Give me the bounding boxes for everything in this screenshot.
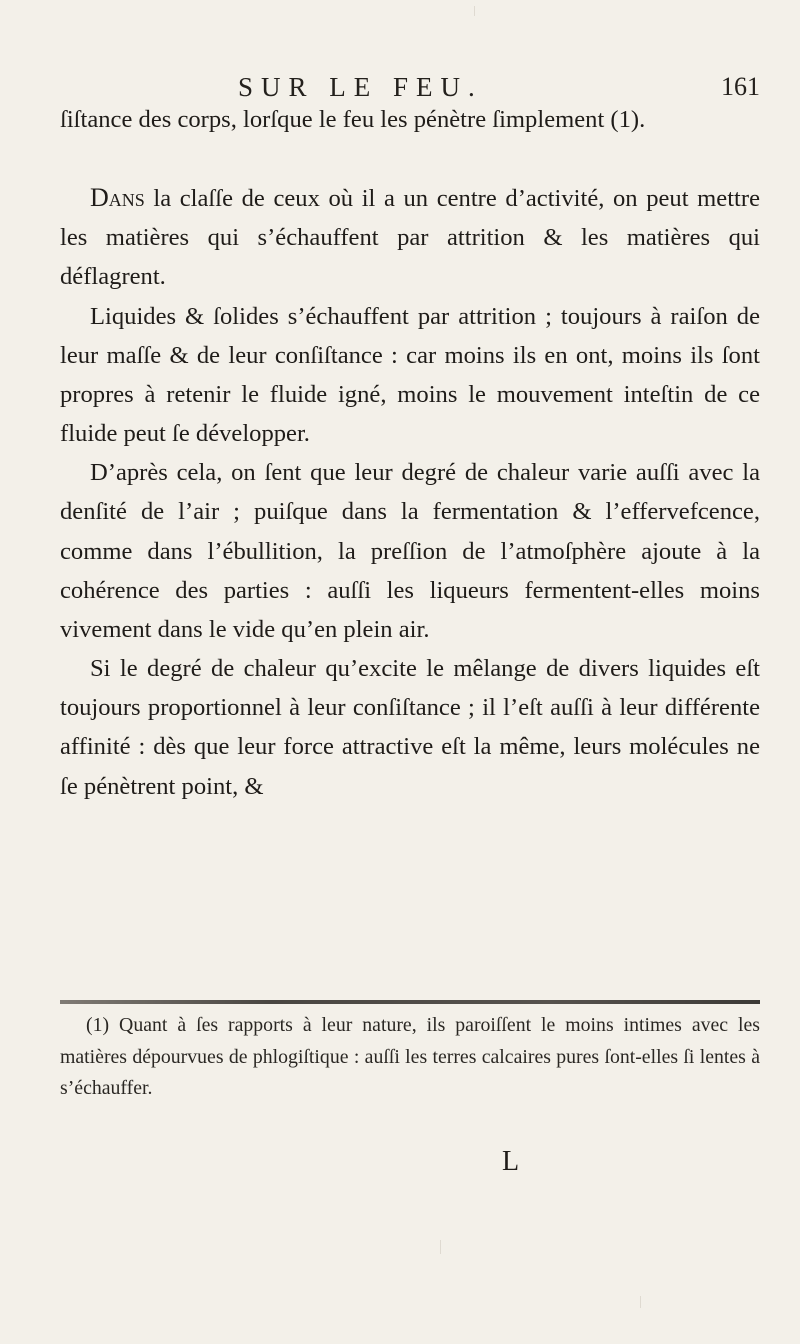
page-number: 161 (721, 72, 760, 101)
paragraph-2-text: la claſſe de ceux où il a un centre d’activité, on peut mettre les matières qui s’échauffent par attrition & les matières qui déflagrent. (60, 185, 760, 291)
paper-speck (640, 1296, 641, 1308)
main-text (60, 100, 760, 806)
paper-speck (440, 1240, 441, 1254)
footnote-rule (60, 1000, 760, 1004)
running-title: SUR LE FEU. (238, 72, 483, 102)
signature-mark: L (502, 1146, 520, 1177)
paragraph-5: Si le degré de chaleur qu’excite le mêlange de divers liquides eſt toujours proportionnel à leur conſiſtance ; il l’eſt auſſi à leur différente affinité : dès que leur force attractive eſt la même, leurs molécules ne ſe pénètrent point, & (60, 655, 760, 800)
paragraph-2-lead: Dans (90, 183, 145, 213)
paragraph-2 (60, 178, 760, 296)
paragraph-4: D’après cela, on ſent que leur degré de chaleur varie auſſi avec la denſité de l’air ; puiſque dans la fermentation & l’effervefcence, comme dans l’ébullition, la preſſion de l’atmoſphère ajoute à la cohérence des parties : auſſi les liqueurs fermentent-elles moins vivement dans le vide qu’en plein air. (60, 459, 760, 643)
paragraph-1: ſiſtance des corps, lorſque le feu les pénètre ſimplement (1). (60, 106, 646, 133)
paper-speck (474, 6, 475, 16)
paragraph-3: Liquides & ſolides s’échauffent par attrition ; toujours à raiſon de leur maſſe & de leur conſiſtance : car moins ils en ont, moins ils ſont propres à retenir le fluide igné, moins le mouvement inteſtin de ce fluide peut ſe développer. (60, 302, 760, 448)
footnote (60, 1010, 760, 1105)
footnote-text: (1) Quant à ſes rapports à leur nature, ils paroiſſent le moins intimes avec les matières dépourvues de phlogiſtique : auſſi les terres calcaires pures ſont-elles ſi lentes à s’échauffer. (60, 1014, 760, 1099)
